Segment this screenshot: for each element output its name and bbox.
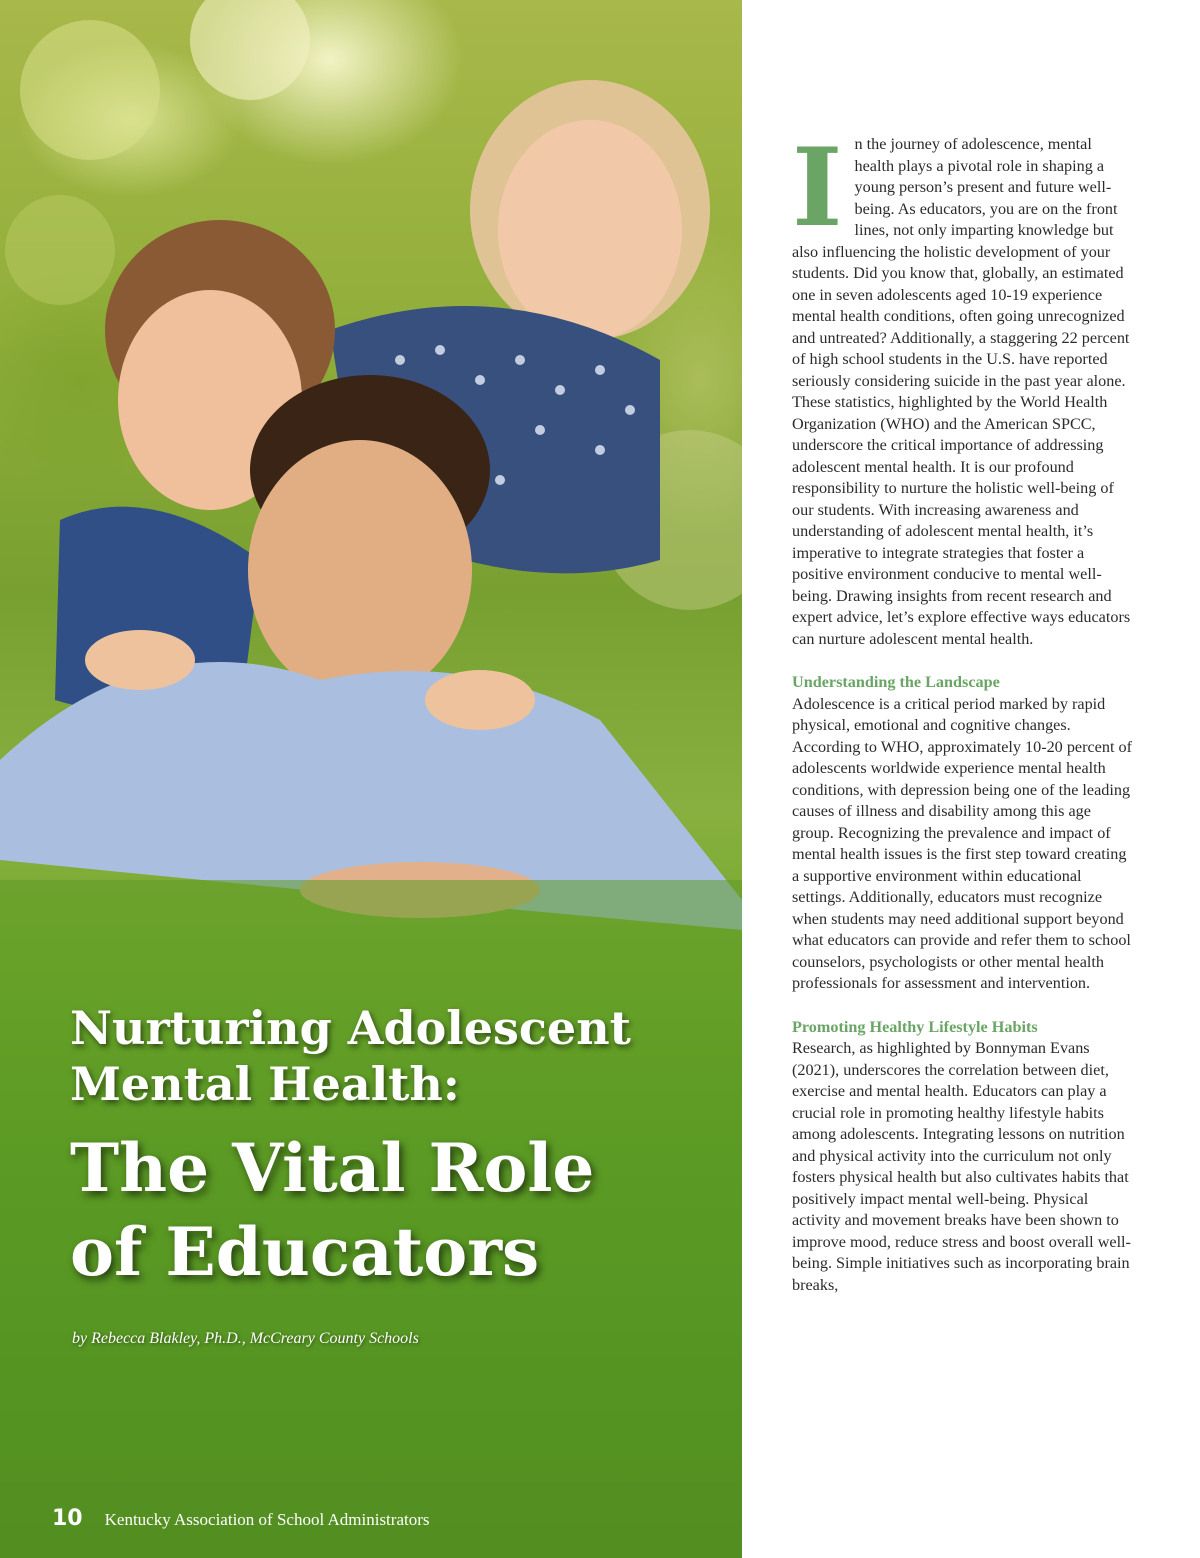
section-body-lifestyle: Research, as highlighted by Bonnyman Evans (2021), underscores the correlation between diet, exercise and mental health. Educators can play a crucial role in promoting healthy lifestyle habits among adolescents. Integrating lessons on nutrition and physical activity into the curriculum not only fosters physical health but also cultivates habits that positively impact mental well-being. Physical activity and movement breaks have been shown to improve mood, reduce stress and boost overall well-being. Simple initiatives such as incorporating brain breaks, <box>792 1039 1131 1294</box>
article-title <box>70 1000 720 1294</box>
title-line-1: Nurturing Adolescent <box>70 1001 631 1055</box>
title-big-line-1: The Vital Role <box>70 1129 595 1207</box>
section-body-landscape: Adolescence is a critical period marked by rapid physical, emotional and cognitive changes. According to WHO, approximately 10-20 percent of adolescents worldwide experience mental health conditions, with depression being one of the leading causes of illness and disability among this age group. Recognizing the prevalence and impact of mental health issues is the first step toward creating a supportive environment within educational settings. Additionally, educators must recognize when students may need additional support beyond what educators can provide and refer them to school counselors, psychologists or other mental health professionals for assessment and intervention. <box>792 694 1132 992</box>
article-body <box>792 125 1132 1296</box>
intro-text: n the journey of adolescence, mental health plays a pivotal role in shaping a young person’s present and future well-being. As educators, you are on the front lines, not only imparting knowledge but also influencing the holistic development of your students. Did you know that, globally, an estimated one in seven adolescents aged 10-19 experience mental health conditions, often going unrecognized and untreated? Additionally, a staggering 22 percent of high school students in the U.S. have reported seriously considering suicide in the past year alone. These statistics, highlighted by the World Health Organization (WHO) and the American SPCC, underscore the critical importance of addressing adolescent mental health. It is our profound responsibility to nurture the holistic well-being of our students. With increasing awareness and understanding of adolescent mental health, it’s imperative to integrate strategies that foster a positive environment conducive to mental well-being. Drawing insights from recent research and expert advice, let’s explore effective ways educators can nurture adolescent mental health. <box>792 135 1131 648</box>
title-line-2: Mental Health: <box>70 1057 460 1111</box>
drop-cap: I <box>792 125 843 251</box>
section-heading-landscape: Understanding the Landscape <box>792 673 1000 691</box>
intro-paragraph <box>792 125 1132 650</box>
section-heading-lifestyle: Promoting Healthy Lifestyle Habits <box>792 1017 1038 1036</box>
title-big-line-2: of Educators <box>70 1213 540 1291</box>
publication-name: Kentucky Association of School Administrators <box>104 1510 430 1529</box>
page-footer <box>52 1506 429 1531</box>
author-byline: by Rebecca Blakley, Ph.D., McCreary County Schools <box>72 1330 419 1347</box>
page-number: 10 <box>52 1506 83 1531</box>
